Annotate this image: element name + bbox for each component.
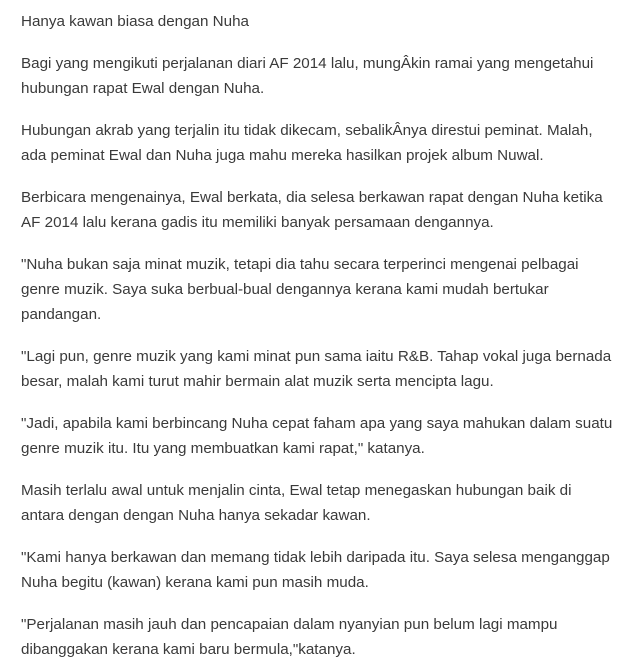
article-paragraph-1: Bagi yang mengikuti perjalanan diari AF 2014 lalu, mungÂkin ramai yang mengetahui hubungan rapat Ewal dengan Nuha. [21, 55, 594, 97]
article-paragraph-5: "Lagi pun, genre muzik yang kami minat pun sama iaitu R&B. Tahap vokal juga bernada besar, malah kami turut mahir bermain alat muzik serta mencipta lagu. [21, 348, 612, 390]
article-title: Hanya kawan biasa dengan Nuha [21, 13, 249, 30]
article-paragraph-9: "Perjalanan masih jauh dan pencapaian dalam nyanyian pun belum lagi mampu dibanggakan kerana kami baru bermula,"katanya. [21, 616, 558, 658]
article-paragraph-8: "Kami hanya berkawan dan memang tidak lebih daripada itu. Saya selesa menganggap Nuha begitu (kawan) kerana kami pun masih muda. [21, 549, 610, 591]
article-paragraph-7: Masih terlalu awal untuk menjalin cinta, Ewal tetap menegaskan hubungan baik di antara dengan dengan Nuha hanya sekadar kawan. [21, 482, 572, 524]
article-paragraph-6: "Jadi, apabila kami berbincang Nuha cepat faham apa yang saya mahukan dalam suatu genre muzik itu. Itu yang membuatkan kami rapat," katanya. [21, 415, 613, 457]
article-paragraph-4: "Nuha bukan saja minat muzik, tetapi dia tahu secara terperinci mengenai pelbagai genre muzik. Saya suka berbual-bual dengannya kerana kami mudah bertukar pandangan. [21, 256, 579, 323]
article-paragraph-2: Hubungan akrab yang terjalin itu tidak dikecam, sebalikÂnya direstui peminat. Malah, ada peminat Ewal dan Nuha juga mahu mereka hasilkan projek album Nuwal. [21, 122, 593, 164]
article-paragraph-3: Berbicara mengenainya, Ewal berkata, dia selesa berkawan rapat dengan Nuha ketika AF 2014 lalu kerana gadis itu memiliki banyak persamaan dengannya. [21, 189, 603, 231]
